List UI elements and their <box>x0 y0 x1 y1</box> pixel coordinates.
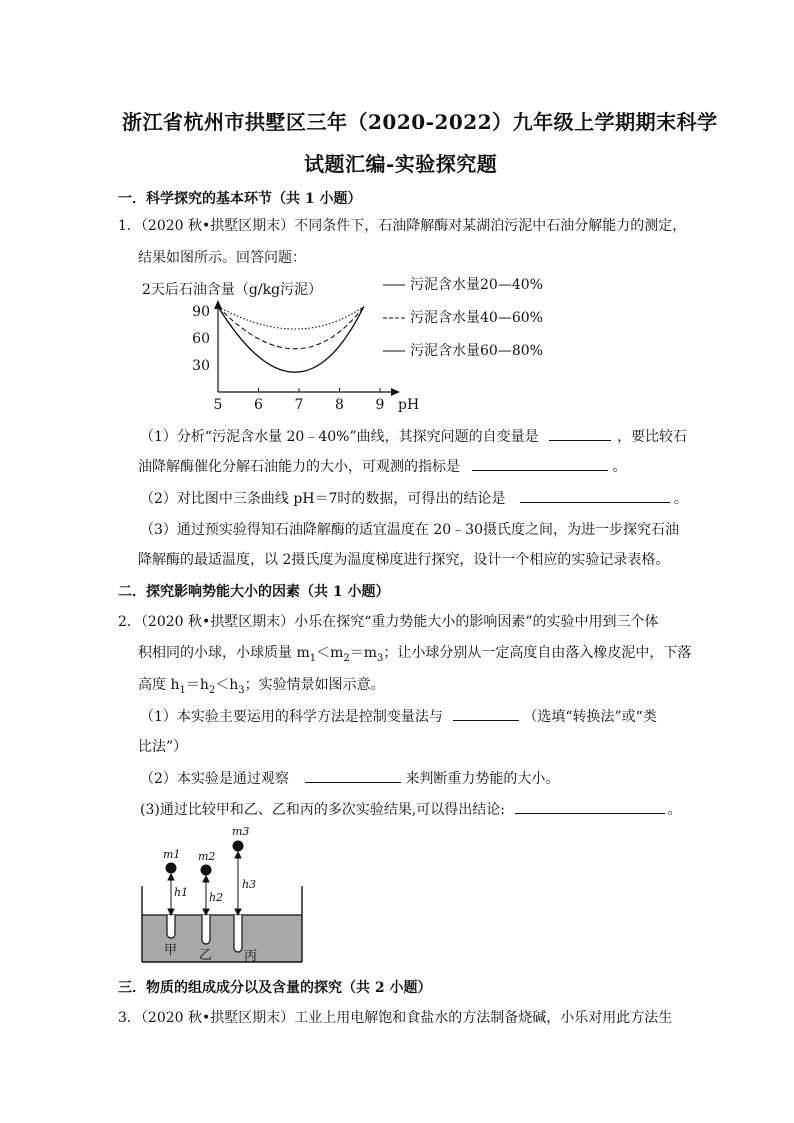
legend-label-2: 污泥含水量40—60% <box>410 310 543 326</box>
arrowhead-icon <box>235 852 241 858</box>
q2-stem-text: ＜h <box>215 677 239 693</box>
series-line-1 <box>218 307 364 330</box>
q2-sub2 <box>140 768 559 789</box>
q2-stem-line3 <box>138 675 385 701</box>
section-heading-2: 二．探究影响势能大小的因素（共 1 小题） <box>118 584 390 600</box>
q1-sub1-text-a: （1）分析“污泥含水量 20﹣40%”曲线，其探究问题的自变量是 <box>140 429 539 445</box>
q2-sub3-text-a: (3)通过比较甲和乙、乙和丙的多次实验结果,可以得出结论: <box>140 802 505 818</box>
q2-sub1-text-b: （选填“转换法”或“类 <box>523 709 657 725</box>
q2-sub: 2 <box>208 684 216 696</box>
q2-sub2-text-a: （2）本实验是通过观察 <box>140 771 289 787</box>
q2-stem-text: 高度 h <box>138 677 180 693</box>
mass-label-3: m3 <box>232 825 250 838</box>
q2-sub3-text-b: 。 <box>667 802 682 818</box>
q1-sub1-text-c: 油降解酶催化分解石油能力的大小，可观测的指标是 <box>138 459 460 475</box>
q2-stem-text: ；实验情景如图示意。 <box>244 677 385 693</box>
figure-potential-energy <box>136 822 308 966</box>
q1-stem-line1: 1．（2020 秋•拱墅区期末）不同条件下，石油降解酶对某湖泊污泥中石油分解能力的测定， <box>118 218 687 234</box>
q2-sub1-line2: 比法”） <box>138 739 188 755</box>
q1-answer-blank-3[interactable] <box>520 488 670 503</box>
q1-sub2-text-b: 。 <box>673 491 688 507</box>
ball-3 <box>233 841 244 852</box>
hole-1 <box>167 915 175 938</box>
x-tick-label: 7 <box>294 397 304 413</box>
q1-sub1-text-b: ，要比较石 <box>617 429 688 445</box>
page-title-line2: 试题汇编-实验探究题 <box>304 152 498 176</box>
height-label-3: h3 <box>242 878 257 891</box>
x-axis-label: pH <box>398 397 420 413</box>
ball-2 <box>201 865 212 876</box>
q2-sub: 3 <box>377 652 384 664</box>
q1-answer-blank-1[interactable] <box>549 426 611 441</box>
container-label-yi: 乙 <box>199 948 213 963</box>
q3-stem-line1: 3．（2020 秋•拱墅区期末）工业上用电解饱和食盐水的方法制备烧碱，小乐对用此方法生 <box>118 1010 673 1026</box>
q2-sub: 2 <box>343 652 350 664</box>
q2-stem-text: ＜m <box>316 645 344 661</box>
q2-sub: 3 <box>238 684 245 696</box>
x-tick-label: 6 <box>254 397 263 413</box>
q2-sub1 <box>140 706 657 727</box>
q2-stem-text: ；让小球分别从一定高度自由落入橡皮泥中，下落 <box>383 645 692 661</box>
q2-stem-line1: 2．（2020 秋•拱墅区期末）小乐在探究“重力势能大小的影响因素”的实验中用到三个体 <box>118 614 659 630</box>
q1-answer-blank-2[interactable] <box>472 456 608 471</box>
mass-label-2: m2 <box>198 850 216 863</box>
q2-sub2-text-b: 来判断重力势能的大小。 <box>405 771 560 787</box>
q1-sub1-line2 <box>138 456 626 477</box>
arrowhead-icon <box>203 876 209 882</box>
chart-title: 2天后石油含量（g/kg污泥） <box>142 282 323 298</box>
mass-label-1: m1 <box>163 848 181 861</box>
arrowhead-icon <box>168 909 174 915</box>
height-label-2: h2 <box>209 891 224 904</box>
legend-label-1: 污泥含水量20—40% <box>410 277 543 293</box>
y-tick-label: 60 <box>192 331 210 347</box>
q1-sub3-line2: 降解酶的最适温度，以 2摄氏度为温度梯度进行探究，设计一个相应的实验记录表格。 <box>138 552 670 568</box>
q1-sub2 <box>140 488 688 509</box>
section-heading-3: 三．物质的组成成分以及含量的探究（共 2 小题） <box>118 980 432 996</box>
container-label-jia: 甲 <box>164 943 178 958</box>
hole-3 <box>234 915 242 952</box>
height-label-1: h1 <box>174 886 189 899</box>
arrowhead-icon <box>168 874 174 880</box>
q2-sub: 1 <box>179 684 186 696</box>
q2-answer-blank-2[interactable] <box>305 768 401 783</box>
container-label-bing: 丙 <box>244 949 258 964</box>
q1-sub2-text-a: （2）对比图中三条曲线 pH＝7时的数据，可得出的结论是 <box>140 491 506 507</box>
q2-answer-blank-3[interactable] <box>515 799 665 814</box>
section-heading-1: 一．科学探究的基本环节（共 1 小题） <box>118 191 362 207</box>
arrowhead-icon <box>203 909 209 915</box>
q2-stem-text: ＝h <box>185 677 209 693</box>
arrowhead-icon <box>235 909 241 915</box>
page-title-line1: 浙江省杭州市拱墅区三年（2020-2022）九年级上学期期末科学 <box>122 110 718 134</box>
q1-sub1-text-d: 。 <box>612 459 627 475</box>
ball-1 <box>166 863 177 874</box>
q2-stem-line2 <box>138 643 691 669</box>
hole-2 <box>202 915 210 944</box>
legend-label-3: 污泥含水量60—80% <box>410 343 543 359</box>
q2-answer-blank-1[interactable] <box>453 706 519 721</box>
q1-sub1-line1 <box>140 426 687 447</box>
y-tick-label: 30 <box>192 358 210 374</box>
q2-sub: 1 <box>309 652 317 664</box>
chart-oil-content <box>130 272 570 422</box>
q1-stem-line2: 结果如图所示。回答问题： <box>138 250 306 266</box>
q2-sub1-text-a: （1）本实验主要运用的科学方法是控制变量法与 <box>140 709 443 725</box>
q2-sub3 <box>140 799 681 820</box>
x-tick-label: 5 <box>213 397 223 413</box>
series-line-3 <box>218 307 364 373</box>
y-tick-label: 90 <box>192 304 210 320</box>
q2-stem-text: ＝m <box>349 645 378 661</box>
q2-stem-text: 积相同的小球，小球质量 m <box>138 645 310 661</box>
x-tick-label: 8 <box>335 397 344 413</box>
x-axis-arrow-icon <box>391 388 400 396</box>
x-tick-label: 9 <box>375 397 385 413</box>
q1-sub3-line1: （3）通过预实验得知石油降解酶的适宜温度在 20﹣30摄氏度之间，为进一步探究石油 <box>140 522 679 538</box>
